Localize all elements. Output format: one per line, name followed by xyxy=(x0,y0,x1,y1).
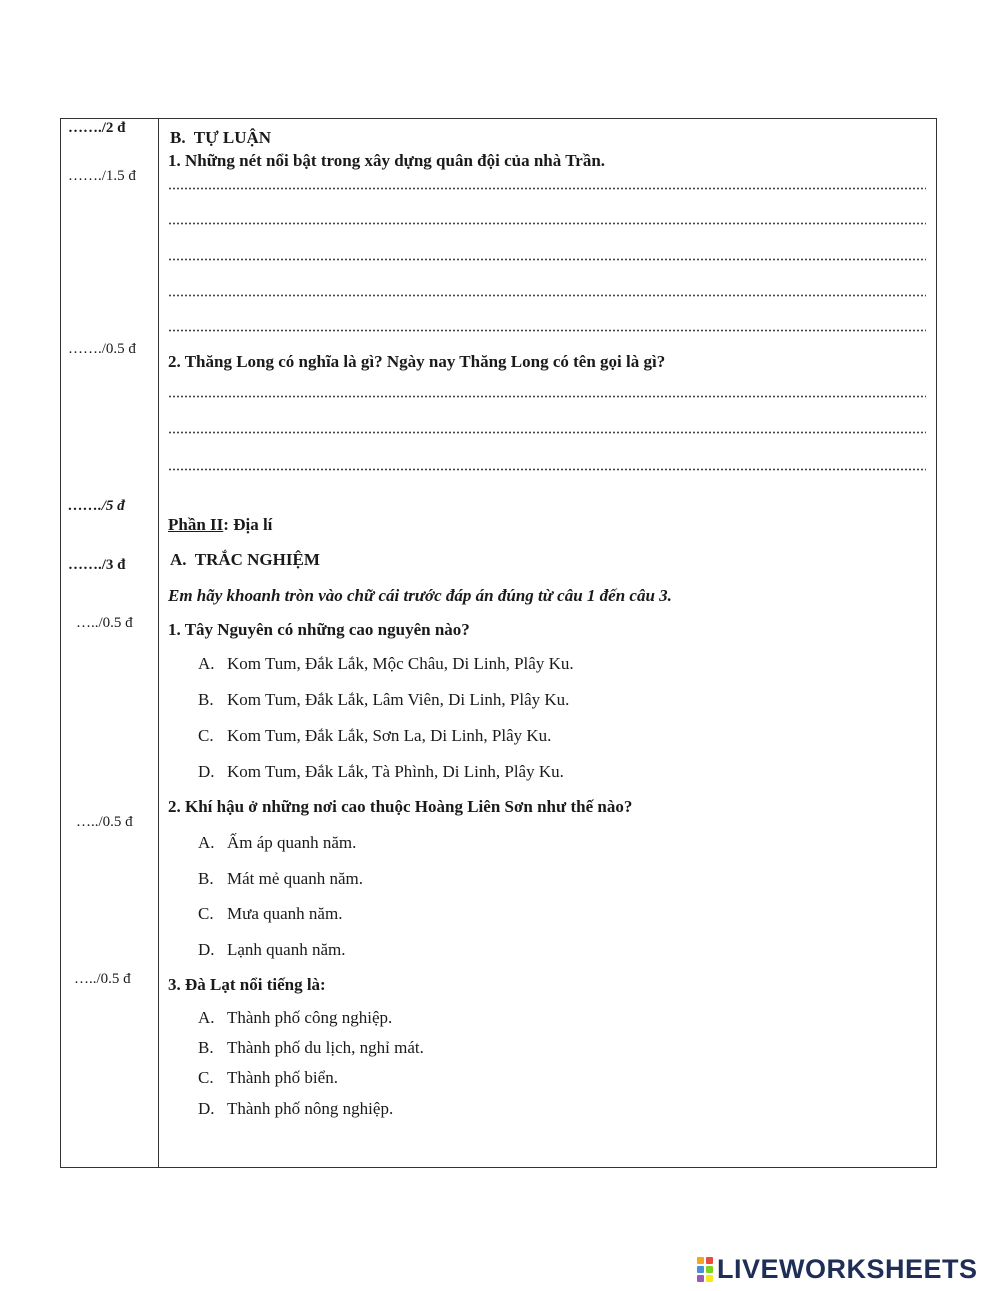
option-text: Kom Tum, Đắk Lắk, Mộc Châu, Di Linh, Plây Ku. xyxy=(227,654,574,673)
answer-option[interactable] xyxy=(198,1038,424,1058)
answer-option[interactable] xyxy=(198,762,564,782)
option-letter: B. xyxy=(198,869,214,888)
option-letter: D. xyxy=(198,762,215,781)
option-letter: C. xyxy=(198,726,214,745)
option-letter: A. xyxy=(198,1008,215,1027)
logo-blocks-icon xyxy=(697,1257,713,1282)
answer-option[interactable] xyxy=(198,1068,338,1088)
answer-option[interactable] xyxy=(198,869,363,889)
option-letter: D. xyxy=(198,940,215,959)
part-ii-title: : Địa lí xyxy=(223,515,273,534)
option-text: Kom Tum, Đắk Lắk, Tà Phình, Di Linh, Plây Ku. xyxy=(227,762,564,781)
option-text: Mưa quanh năm. xyxy=(227,904,343,923)
answer-line[interactable] xyxy=(168,294,926,297)
history-question-1: 1. Những nét nổi bật trong xây dựng quân đội của nhà Trần. xyxy=(168,151,606,170)
option-letter: B. xyxy=(198,1038,214,1057)
answer-line[interactable] xyxy=(168,187,926,190)
answer-option[interactable] xyxy=(198,654,574,674)
score-geography-q1: …../0.5 đ xyxy=(76,615,133,631)
option-letter: B. xyxy=(198,690,214,709)
answer-line[interactable] xyxy=(168,431,926,434)
section-a-title: TRẮC NGHIỆM xyxy=(194,550,320,569)
score-total-geography: ……./5 đ xyxy=(68,498,125,514)
option-letter: A. xyxy=(198,833,215,852)
geography-question-3: 3. Đà Lạt nổi tiếng là: xyxy=(168,975,326,994)
option-text: Ấm áp quanh năm. xyxy=(227,833,357,852)
answer-option[interactable] xyxy=(198,833,356,853)
score-column-divider xyxy=(158,118,159,1168)
score-history-q2: ……./0.5 đ xyxy=(68,341,136,357)
option-text: Thành phố nông nghiệp. xyxy=(227,1099,394,1118)
section-b-heading xyxy=(170,128,271,148)
answer-option[interactable] xyxy=(198,1099,393,1119)
geography-question-2: 2. Khí hậu ở những nơi cao thuộc Hoàng Liên Sơn như thế nào? xyxy=(168,797,633,816)
answer-line[interactable] xyxy=(168,222,926,225)
answer-option[interactable] xyxy=(198,1008,392,1028)
section-a-heading xyxy=(170,550,320,570)
option-letter: D. xyxy=(198,1099,215,1118)
answer-line[interactable] xyxy=(168,395,926,398)
option-text: Kom Tum, Đắk Lắk, Lâm Viên, Di Linh, Plây Ku. xyxy=(227,690,570,709)
option-letter: A. xyxy=(198,654,215,673)
exam-table-frame xyxy=(60,118,937,1168)
part-ii-label: Phần II xyxy=(168,515,224,534)
option-letter: C. xyxy=(198,1068,214,1087)
history-question-2: 2. Thăng Long có nghĩa là gì? Ngày nay Thăng Long có tên gọi là gì? xyxy=(168,352,666,371)
option-text: Mát mẻ quanh năm. xyxy=(227,869,363,888)
score-geography-q2: …../0.5 đ xyxy=(76,814,133,830)
section-b-letter: B. xyxy=(170,128,186,147)
score-history-q1: ……./1.5 đ xyxy=(68,168,136,184)
section-a-letter: A. xyxy=(170,550,187,569)
answer-option[interactable] xyxy=(198,940,346,960)
option-text: Thành phố du lịch, nghỉ mát. xyxy=(227,1038,424,1057)
instruction: Em hãy khoanh tròn vào chữ cái trước đáp án đúng từ câu 1 đến câu 3. xyxy=(168,586,672,605)
geography-question-1: 1. Tây Nguyên có những cao nguyên nào? xyxy=(168,620,470,639)
answer-option[interactable] xyxy=(198,690,569,710)
option-text: Thành phố biển. xyxy=(227,1068,338,1087)
score-geography-q3: …../0.5 đ xyxy=(74,971,131,987)
score-geography-multiple-choice: ……./3 đ xyxy=(68,557,126,573)
logo-text: LIVEWORKSHEETS xyxy=(717,1254,978,1284)
score-total-history-essay: ……./2 đ xyxy=(68,120,126,136)
answer-line[interactable] xyxy=(168,329,926,332)
option-text: Lạnh quanh năm. xyxy=(227,940,346,959)
answer-option[interactable] xyxy=(198,904,342,924)
option-text: Thành phố công nghiệp. xyxy=(227,1008,393,1027)
section-b-title: TỰ LUẬN xyxy=(193,128,272,147)
option-letter: C. xyxy=(198,904,214,923)
answer-line[interactable] xyxy=(168,258,926,261)
liveworksheets-logo[interactable] xyxy=(697,1254,978,1285)
part-ii-heading xyxy=(168,515,272,535)
answer-option[interactable] xyxy=(198,726,551,746)
answer-line[interactable] xyxy=(168,468,926,471)
option-text: Kom Tum, Đắk Lắk, Sơn La, Di Linh, Plây Ku. xyxy=(227,726,552,745)
